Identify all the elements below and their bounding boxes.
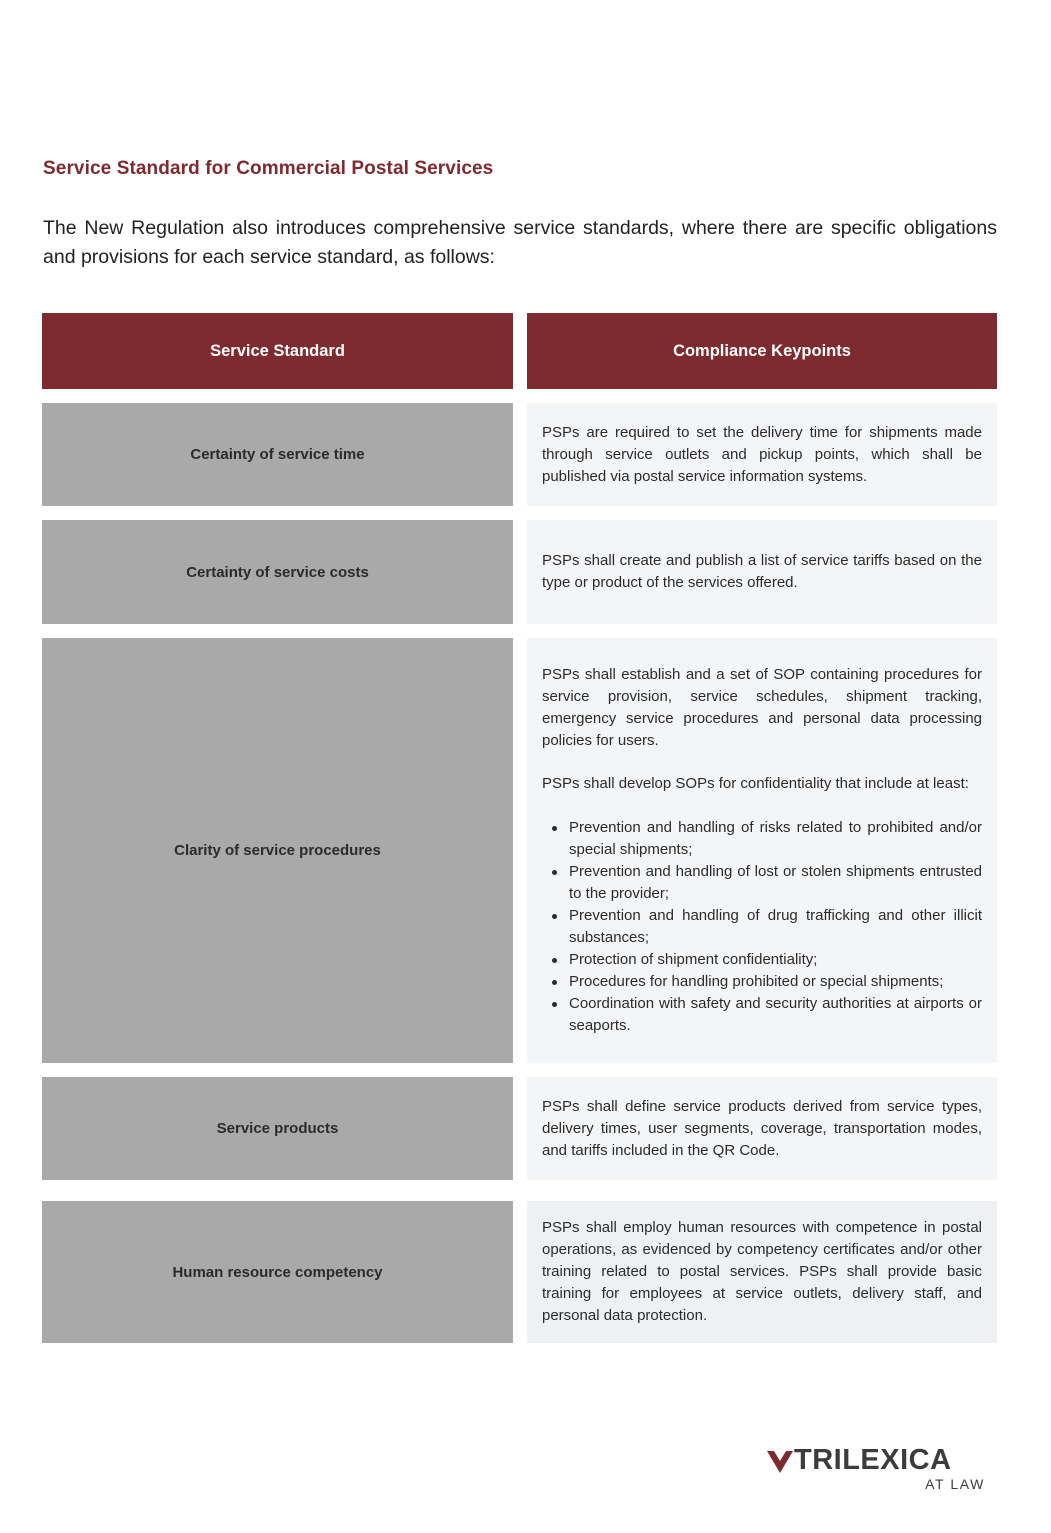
keypoints-cell [527, 1077, 997, 1180]
keypoint-paragraph: PSPs shall employ human resources with competence in postal operations, as evidenced by competency certificates and/or other training related to postal services. PSPs shall provide basic training for employees at service outlets, delivery staff, and personal data protection. [542, 1219, 982, 1324]
keypoint-paragraph: PSPs shall establish and a set of SOP containing procedures for service provision, service schedules, shipment tracking, emergency service procedures and personal data processing policies for users. [542, 666, 982, 749]
standard-cell: Certainty of service time [42, 403, 513, 506]
keypoint-paragraph: PSPs are required to set the delivery time for shipments made through service outlets and pickup points, which shall be published via postal service information systems. [542, 423, 982, 485]
keypoint-bullet-list [542, 817, 982, 1037]
standard-cell: Certainty of service costs [42, 520, 513, 624]
logo-wordmark: TRILEXICA [794, 1444, 952, 1476]
keypoint-paragraph: PSPs shall create and publish a list of service tariffs based on the type or product of the services offered. [542, 552, 982, 591]
keypoints-cell [527, 638, 997, 1063]
keypoints-cell [527, 520, 997, 624]
bullet-item: Prevention and handling of risks related to prohibited and/or special shipments; [542, 817, 982, 861]
bullet-item: Prevention and handling of drug trafficking and other illicit substances; [542, 905, 982, 949]
keypoint-paragraph: PSPs shall develop SOPs for confidentiality that include at least: [542, 775, 969, 792]
bullet-item: Coordination with safety and security authorities at airports or seaports. [542, 993, 982, 1037]
keypoints-cell [527, 403, 997, 506]
header-compliance-keypoints: Compliance Keypoints [527, 313, 997, 389]
keypoint-paragraph: PSPs shall define service products derived from service types, delivery times, user segments, coverage, transportation modes, and tariffs included in the QR Code. [542, 1097, 982, 1159]
bullet-item: Prevention and handling of lost or stolen shipments entrusted to the provider; [542, 861, 982, 905]
logo-subtitle: AT LAW [925, 1476, 985, 1492]
intro-paragraph: The New Regulation also introduces comprehensive service standards, where there are specific obligations and provisions for each service standard, as follows: [43, 217, 997, 268]
logo-chevron-icon [767, 1449, 793, 1475]
standard-cell: Service products [42, 1077, 513, 1180]
standard-cell: Clarity of service procedures [42, 638, 513, 1063]
bullet-item: Procedures for handling prohibited or special shipments; [542, 971, 982, 993]
trilexica-logo [767, 1446, 987, 1494]
header-service-standard: Service Standard [42, 313, 513, 389]
bullet-item: Protection of shipment confidentiality; [542, 949, 982, 971]
standard-cell: Human resource competency [42, 1201, 513, 1343]
section-title: Service Standard for Commercial Postal Services [43, 158, 494, 179]
keypoints-cell [527, 1201, 997, 1343]
